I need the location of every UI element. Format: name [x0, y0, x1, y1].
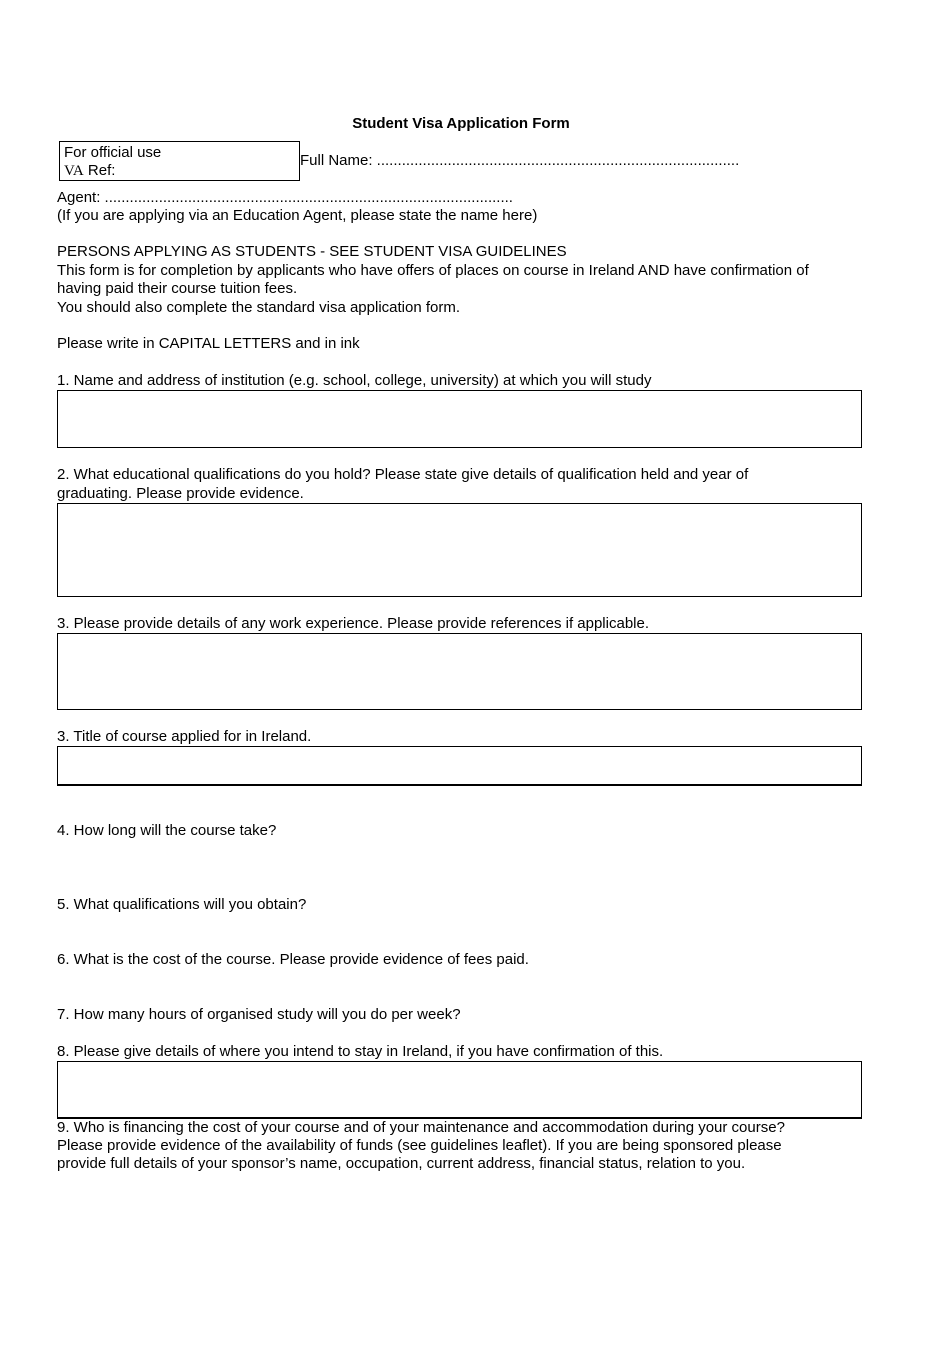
question-3-work-label: 3. Please provide details of any work experience. Please provide references if applicable. [57, 615, 650, 632]
instruction-text: Please write in CAPITAL LETTERS and in ink [57, 335, 360, 352]
question-4-label: 4. How long will the course take? [57, 822, 277, 839]
question-2-label-line-2: graduating. Please provide evidence. [57, 485, 304, 502]
question-3-course-title-label: 3. Title of course applied for in Ireland. [57, 728, 312, 745]
question-6-label: 6. What is the cost of the course. Please provide evidence of fees paid. [57, 951, 529, 968]
question-9-label-line-3: provide full details of your sponsor’s name, occupation, current address, financial status, relation to you. [57, 1155, 746, 1172]
intro-line-3: You should also complete the standard visa application form. [57, 299, 461, 316]
form-title: Student Visa Application Form [352, 115, 570, 132]
question-5-label: 5. What qualifications will you obtain? [57, 896, 307, 913]
agent-field[interactable]: Agent: .................................................................................................. [57, 189, 513, 206]
official-use-label: For official use [64, 144, 162, 161]
question-3-course-title-answer-box[interactable] [57, 746, 862, 786]
question-1-label: 1. Name and address of institution (e.g. school, college, university) at which you will study [57, 372, 652, 389]
intro-heading: PERSONS APPLYING AS STUDENTS - SEE STUDENT VISA GUIDELINES [57, 243, 567, 260]
question-2-answer-box[interactable] [57, 503, 862, 597]
question-2-label-line-1: 2. What educational qualifications do you hold? Please state give details of qualification held and year of [57, 466, 749, 483]
full-name-field[interactable]: Full Name: ....................................................................................... [300, 152, 740, 169]
intro-line-1: This form is for completion by applicants who have offers of places on course in Ireland AND have confirmation of [57, 262, 809, 279]
question-9-label-line-2: Please provide evidence of the availability of funds (see guidelines leaflet). If you are being sponsored please [57, 1137, 782, 1154]
va-prefix: VA [64, 163, 84, 179]
agent-note: (If you are applying via an Education Agent, please state the name here) [57, 207, 538, 224]
intro-line-2: having paid their course tuition fees. [57, 280, 298, 297]
question-7-label: 7. How many hours of organised study will you do per week? [57, 1006, 461, 1023]
question-3-work-answer-box[interactable] [57, 633, 862, 710]
ref-label: Ref: [83, 162, 116, 179]
question-9-label-line-1: 9. Who is financing the cost of your course and of your maintenance and accommodation during your course? [57, 1119, 785, 1136]
question-8-answer-box[interactable] [57, 1061, 862, 1119]
official-use-box [59, 141, 300, 181]
va-ref-label [64, 162, 115, 180]
question-1-answer-box[interactable] [57, 390, 862, 448]
question-8-label: 8. Please give details of where you intend to stay in Ireland, if you have confirmation of this. [57, 1043, 664, 1060]
